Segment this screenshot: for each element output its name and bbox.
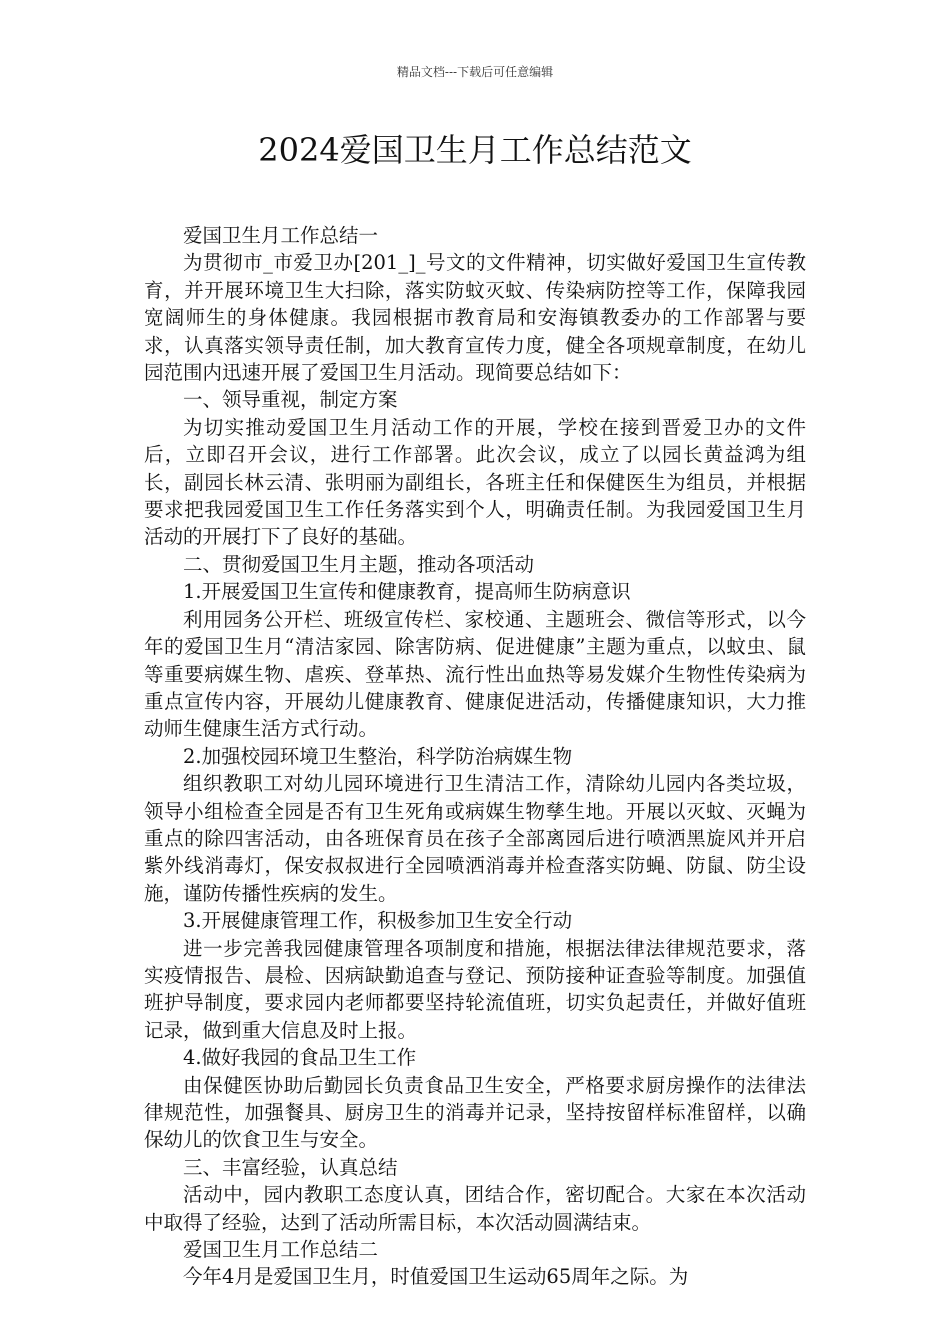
paragraph: 为贯彻市_市爱卫办[201_]_号文的文件精神，切实做好爱国卫生宣传教育，并开展环境卫生大扫除，落实防蚊灭蚊、传染病防控等工作，保障我园宽阔师生的身体健康。我园根据市教育局和安海镇教委办的工作部署与要求，认真落实领导责任制，加大教育宣传力度，健全各项规章制度，在幼儿园范围内迅速开展了爱国卫生月活动。现简要总结如下：: [144, 251, 806, 385]
paragraph: 为切实推动爱国卫生月活动工作的开展，学校在接到晋爱卫办的文件后，立即召开会议，进行工作部署。此次会议，成立了以园长黄益鸿为组长，副园长林云清、张明丽为副组长，各班主任和保健医生为组员，并根据要求把我园爱国卫生工作任务落实到个人，明确责任制。为我园爱国卫生月活动的开展打下了良好的基础。: [144, 415, 806, 549]
subsection-heading: 3.开展健康管理工作，积极参加卫生安全行动: [183, 909, 573, 933]
subsection-heading: 1.开展爱国卫生宣传和健康教育，提高师生防病意识: [183, 580, 631, 604]
paragraph: 活动中，园内教职工态度认真，团结合作，密切配合。大家在本次活动中取得了经验，达到了活动所需目标，本次活动圆满结束。: [144, 1183, 806, 1234]
subsection-heading: 4.做好我园的食品卫生工作: [183, 1046, 417, 1070]
subsection-heading: 2.加强校园环境卫生整治，科学防治病媒生物: [183, 744, 573, 768]
paragraph: 由保健医协助后勤园长负责食品卫生安全，严格要求厨房操作的法律法律规范性，加强餐具、厨房卫生的消毒并记录，坚持按留样标准留样，以确保幼儿的饮食卫生与安全。: [144, 1073, 806, 1152]
paragraph: 爱国卫生月工作总结一: [183, 224, 379, 247]
document-body: [144, 222, 806, 1291]
header-note: 精品文档---下载后可任意编辑: [396, 65, 554, 79]
document-title: 2024爱国卫生月工作总结范文: [258, 131, 692, 169]
section-heading: 二、贯彻爱国卫生月主题，推动各项活动: [183, 552, 535, 576]
paragraph: 进一步完善我园健康管理各项制度和措施，根据法律法律规范要求，落实疫情报告、晨检、因病缺勤追查与登记、预防接种证查验等制度。加强值班护导制度，要求园内老师都要坚持轮流值班，切实负起责任，并做好值班记录，做到重大信息及时上报。: [144, 936, 806, 1042]
paragraph: 爱国卫生月工作总结二: [183, 1238, 379, 1262]
section-heading: 三、丰富经验，认真总结: [183, 1155, 398, 1179]
paragraph: 组织教职工对幼儿园环境进行卫生清洁工作，清除幼儿园内各类垃圾，领导小组检查全园是否有卫生死角或病媒生物孳生地。开展以灭蚊、灭蝇为重点的除四害活动，由各班保育员在孩子全部离园后进行喷洒黑旋风并开启紫外线消毒灯，保安叔叔进行全园喷洒消毒并检查落实防蝇、防鼠、防尘设施，谨防传播性疾病的发生。: [144, 772, 806, 905]
paragraph: 利用园务公开栏、班级宣传栏、家校通、主题班会、微信等形式，以今年的爱国卫生月“清洁家园、除害防病、促进健康”主题为重点，以蚊虫、鼠等重要病媒生物、虐疾、登革热、流行性出血热等易发媒介生物性传染病为重点宣传内容，开展幼儿健康教育、健康促进活动，传播健康知识，大力推动师生健康生活方式行动。: [144, 607, 806, 741]
paragraph: 今年4月是爱国卫生月，时值爱国卫生运动65周年之际。为: [183, 1265, 689, 1289]
section-heading: 一、领导重视，制定方案: [183, 388, 398, 412]
